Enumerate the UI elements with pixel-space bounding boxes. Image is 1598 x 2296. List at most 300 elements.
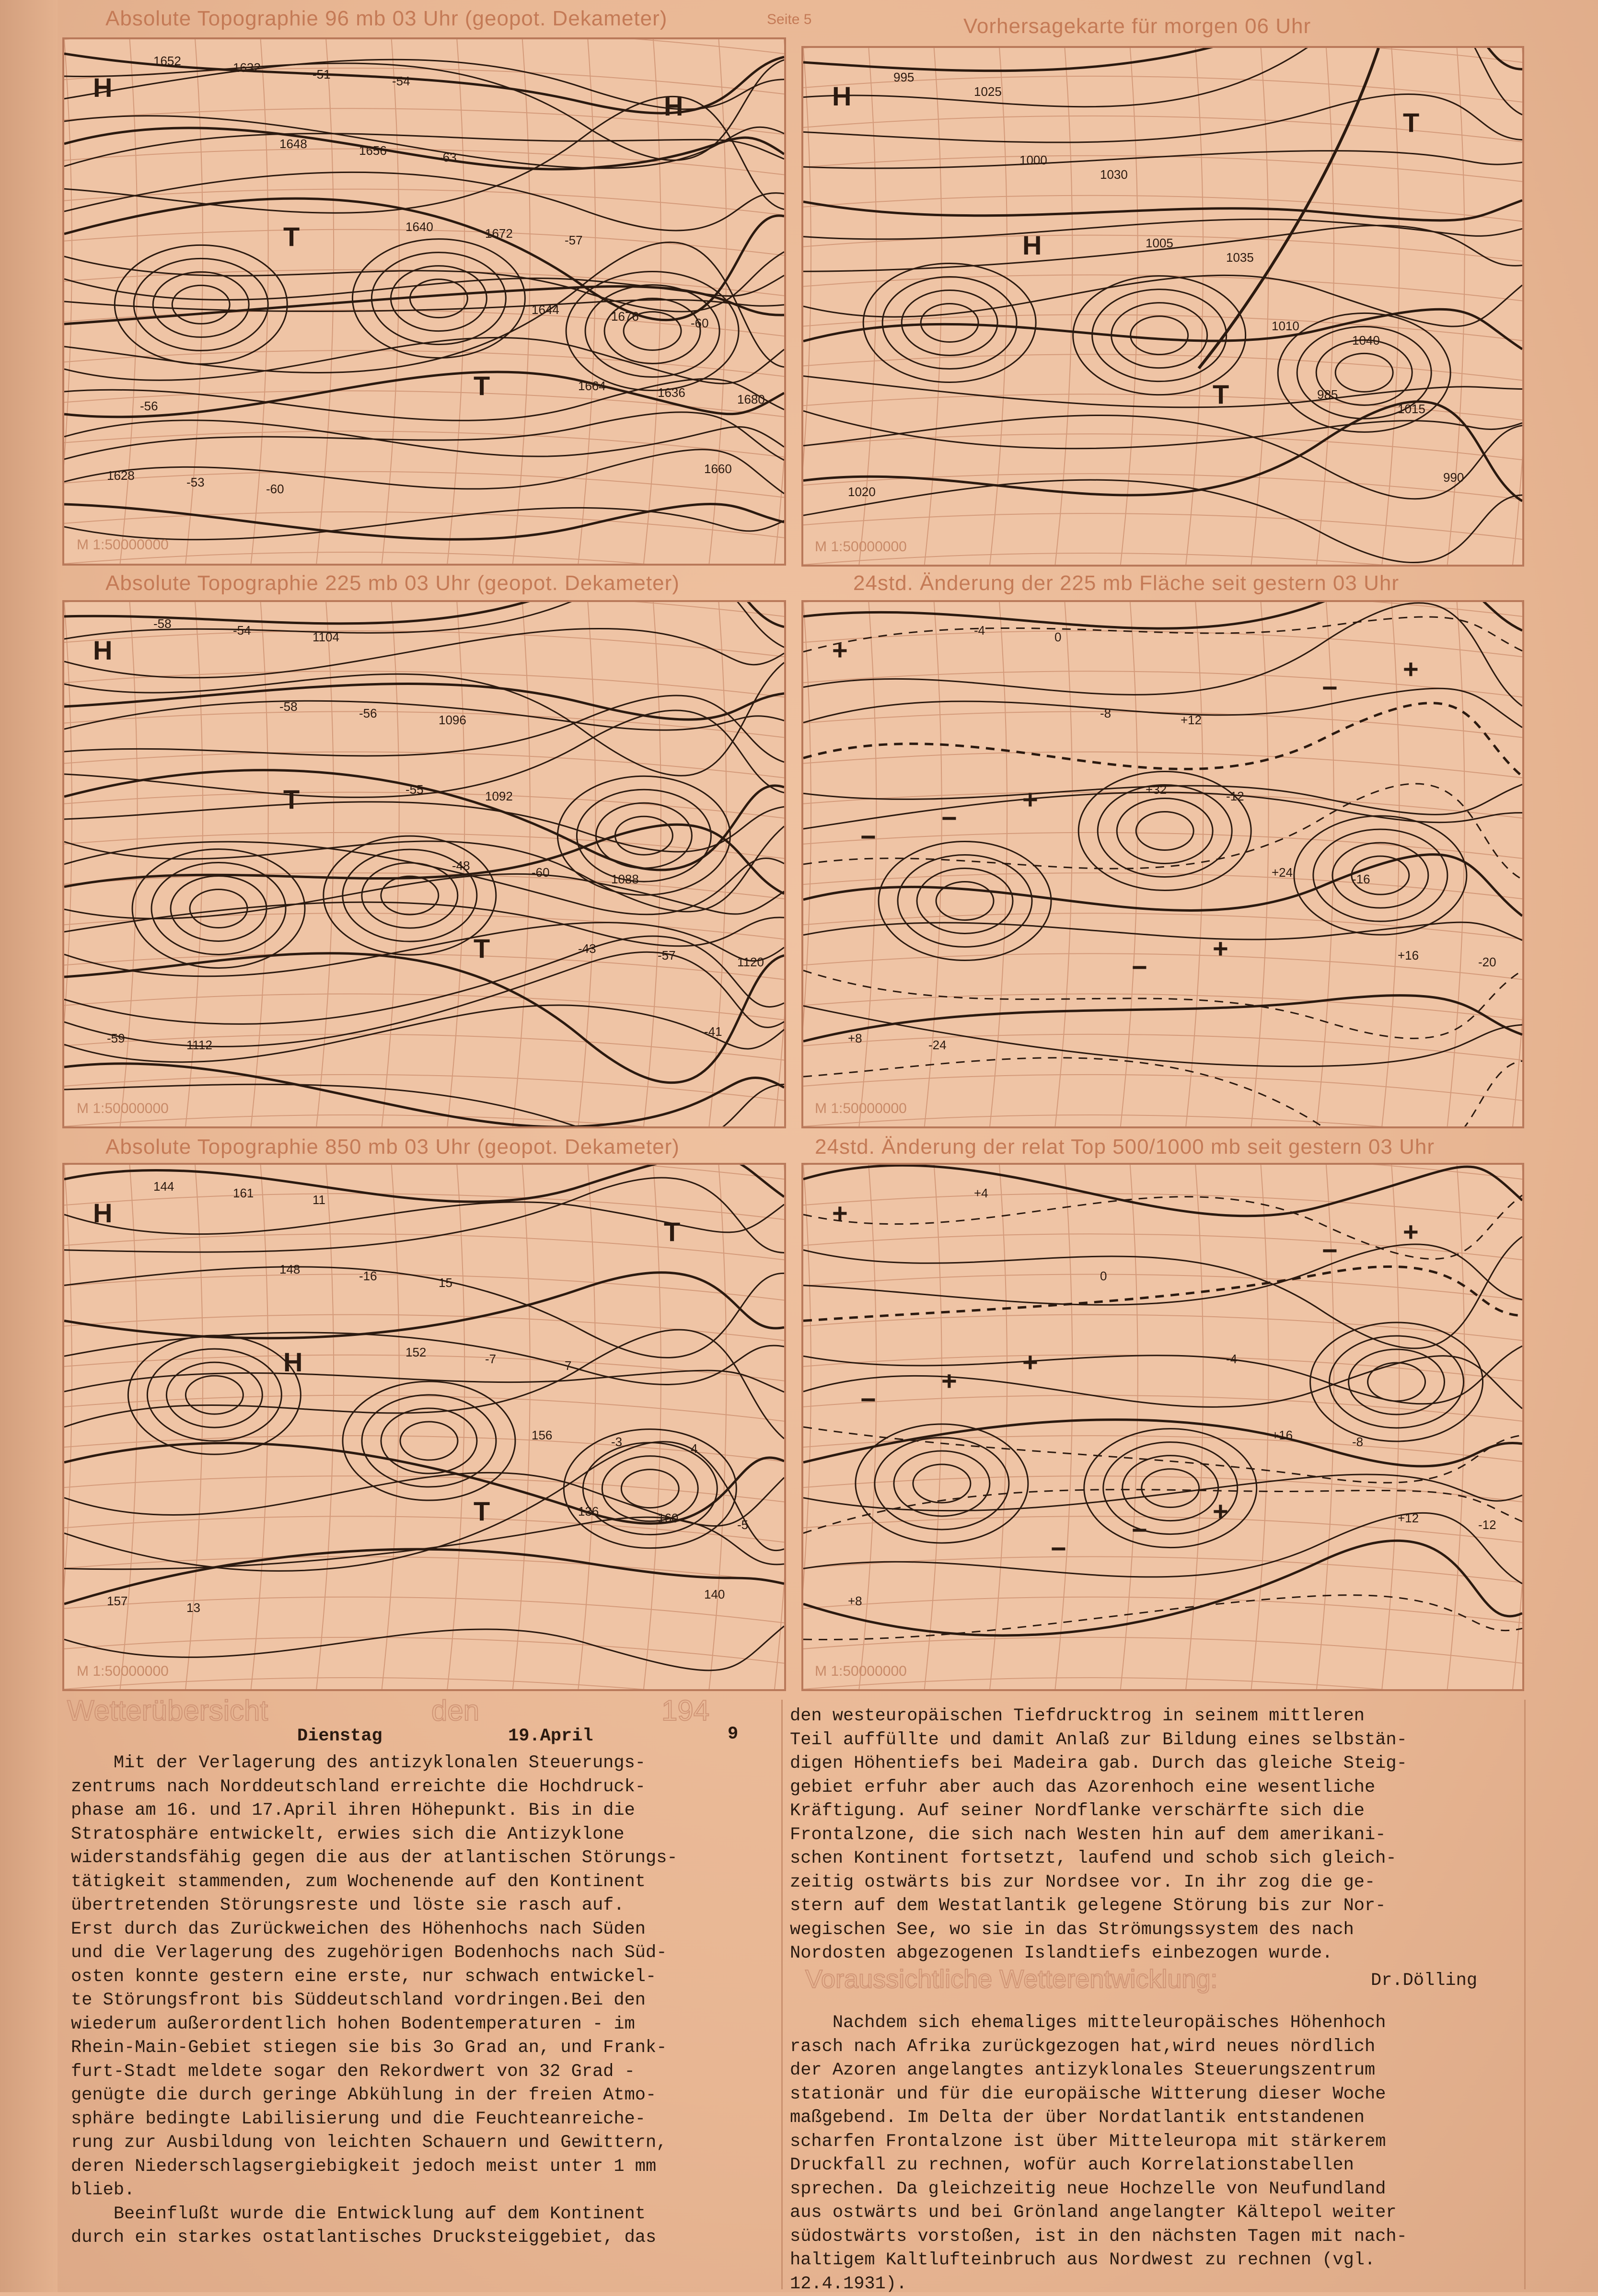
graticule-line — [64, 1274, 784, 1300]
isoline-value-label: +12 — [1181, 713, 1202, 727]
isoline-value-label: 1660 — [704, 462, 732, 476]
graticule-line — [64, 1034, 784, 1060]
closed-isoline — [362, 863, 458, 928]
isoline-value-label: 1664 — [578, 379, 606, 393]
isoline-value-label: 7 — [565, 1358, 571, 1373]
isoline-value-label: 1000 — [1019, 153, 1047, 167]
graticule-line — [644, 39, 661, 564]
text-line: widerstandsfähig gegen die aus der atlantischen Störungs- — [71, 1846, 678, 1870]
isoline — [64, 602, 784, 647]
text-line: haltigem Kaltlufteinbruch aus Nordwest zu rechnen (vgl. — [790, 2249, 1407, 2273]
pressure-center-label: H — [1022, 230, 1042, 260]
panel-title-225mb-change: 24std. Änderung der 225 mb Fläche seit gestern 03 Uhr — [853, 571, 1399, 595]
scale-label: M 1:50000000 — [77, 1101, 169, 1117]
text-line: aus ostwärts und bei Grönland angelangter Kältepol weiter — [790, 2201, 1407, 2225]
graticule-line — [775, 1165, 784, 1689]
graticule-line — [64, 711, 784, 737]
contour-map — [64, 1165, 784, 1689]
isoline-value-label: 1092 — [485, 789, 513, 803]
graticule-line — [316, 39, 334, 564]
isoline — [803, 411, 1522, 449]
isoline — [803, 1427, 1522, 1483]
map-forecast — [801, 46, 1524, 567]
isoline — [64, 1626, 784, 1670]
text-line: phase am 16. und 17.April ihren Höhepunkt. Bis in die — [71, 1799, 678, 1823]
closed-isoline — [557, 776, 730, 895]
isoline-value-label: 144 — [153, 1179, 174, 1194]
closed-isoline — [615, 816, 672, 855]
text-line: 12.4.1931). — [790, 2273, 1407, 2296]
closed-isoline — [381, 1408, 477, 1473]
pressure-center-label: H — [664, 91, 683, 121]
closed-isoline — [604, 299, 700, 364]
report-day: Dienstag — [297, 1725, 382, 1749]
closed-isoline — [1310, 1322, 1483, 1441]
pressure-center-label: − — [941, 803, 957, 833]
isoline-value-label: -60 — [532, 865, 550, 880]
isoline-value-label: 1656 — [359, 143, 387, 158]
graticule-line — [578, 602, 595, 1126]
isoline-value-label: -54 — [233, 623, 251, 638]
graticule-line — [64, 602, 784, 616]
text-line: schen Kontinent fortsetzt, laufend und schob sich gleich- — [790, 1847, 1407, 1871]
panel-title-relat-top-change: 24std. Änderung der relat Top 500/1000 mb seit gestern 03 Uhr — [815, 1135, 1435, 1159]
isoline-value-label: 1104 — [313, 630, 339, 644]
isoline-value-label: -51 — [313, 67, 331, 81]
isoline-value-label: -59 — [107, 1031, 125, 1045]
text-line: osten konnte gestern eine erste, nur schwach entwickel- — [71, 1965, 678, 1989]
graticule-line — [803, 196, 1522, 221]
graticule-line — [1055, 48, 1072, 565]
isoline — [803, 480, 1522, 562]
graticule-line — [803, 1115, 1522, 1126]
isoline-value-label: -4 — [974, 623, 985, 638]
text-line: Nordosten abgezogenen Islandtiefs einbezogen wurde. — [790, 1942, 1407, 1966]
closed-isoline — [856, 1424, 1028, 1543]
contour-map — [64, 602, 784, 1126]
isoline-value-label: 1120 — [737, 955, 764, 969]
graticule-line — [64, 1678, 784, 1689]
pressure-center-label: T — [664, 1217, 680, 1247]
column-rule — [781, 1700, 783, 2289]
closed-isoline — [1142, 1469, 1199, 1507]
pressure-center-label: T — [1403, 107, 1419, 138]
graticule-line — [1121, 602, 1138, 1126]
page-label: Seite 5 — [767, 12, 811, 28]
panel-title-96mb: Absolute Topographie 96 mb 03 Uhr (geopot. Dekameter) — [105, 7, 667, 31]
isoline — [803, 602, 1522, 630]
pressure-center-label: T — [474, 371, 490, 401]
graticule-line — [925, 1165, 942, 1689]
scale-label: M 1:50000000 — [77, 1663, 169, 1680]
isoline-value-label: +16 — [1398, 948, 1419, 962]
isoline-value-label: -4 — [1226, 1352, 1237, 1366]
isoline — [803, 402, 1522, 501]
graticule-line — [1382, 48, 1399, 565]
text-line: Mit der Verlagerung des antizyklonalen Steuerungs- — [71, 1751, 678, 1775]
report-heading-year: 194 — [661, 1694, 709, 1727]
graticule-line — [775, 39, 784, 564]
scale-label: M 1:50000000 — [815, 1101, 907, 1117]
isoline — [803, 1346, 1522, 1404]
isoline-value-label: -12 — [1226, 789, 1244, 803]
panel-title-225mb: Absolute Topographie 225 mb 03 Uhr (geopot. Dekameter) — [105, 571, 680, 595]
text-line: Nachdem sich ehemaliges mitteleuropäisches Höhenhoch — [790, 2011, 1407, 2035]
graticule-line — [803, 434, 1522, 460]
graticule-line — [803, 1194, 1522, 1219]
pressure-center-label: − — [860, 822, 876, 852]
graticule-line — [1447, 48, 1465, 565]
isoline-value-label: -43 — [578, 941, 596, 956]
closed-isoline — [566, 272, 739, 391]
isoline-value-label: -16 — [1352, 872, 1370, 886]
isoline-value-label: 148 — [279, 1262, 300, 1276]
pressure-center-label: + — [1403, 1217, 1419, 1247]
map-225mb-change — [801, 600, 1524, 1128]
closed-isoline — [410, 279, 467, 318]
graticule-line — [64, 39, 784, 54]
graticule-line — [803, 1678, 1522, 1689]
panel-title-850mb: Absolute Topographie 850 mb 03 Uhr (geopot. Dekameter) — [105, 1135, 680, 1159]
pressure-center-label: T — [474, 933, 490, 963]
graticule-line — [64, 431, 784, 457]
graticule-line — [64, 1637, 784, 1663]
isoline-value-label: 1644 — [532, 302, 559, 317]
closed-isoline — [128, 1335, 301, 1454]
graticule-line — [64, 1194, 784, 1219]
scale-label: M 1:50000000 — [815, 1663, 907, 1680]
pressure-center-label: T — [1213, 379, 1229, 409]
isoline-value-label: -8 — [1352, 1435, 1363, 1449]
text-line: blieb. — [71, 2179, 678, 2203]
graticule-line — [64, 552, 784, 564]
pressure-center-label: − — [1322, 1235, 1338, 1265]
closed-isoline — [324, 836, 496, 955]
closed-isoline — [1368, 1363, 1425, 1401]
isoline — [64, 1267, 784, 1358]
isoline-value-label: -63 — [439, 150, 457, 164]
isoline-value-label: -56 — [140, 399, 158, 413]
isoline-value-label: 1096 — [439, 713, 466, 727]
isoline — [803, 1058, 1522, 1126]
closed-isoline — [1349, 1349, 1445, 1415]
map-relat-top-change — [801, 1163, 1524, 1691]
closed-isoline — [879, 841, 1051, 960]
binding-margin — [0, 0, 58, 2292]
closed-isoline — [921, 304, 978, 342]
text-line: Beeinflußt wurde die Entwicklung auf dem Kontinent — [71, 2203, 678, 2226]
isoline-value-label: 1640 — [405, 220, 433, 234]
pressure-center-label: H — [832, 81, 851, 111]
pressure-center-label: + — [1022, 1347, 1038, 1377]
isoline-value-label: -12 — [1478, 1518, 1496, 1532]
isoline-value-label: 995 — [893, 70, 914, 84]
text-line: furt-Stadt meldete sogar den Rekordwert von 32 Grad - — [71, 2060, 678, 2084]
isoline-value-label: -55 — [405, 782, 424, 797]
pressure-center-label: + — [1213, 933, 1228, 963]
isoline-value-label: -57 — [565, 233, 583, 247]
isoline-value-label: 1676 — [611, 309, 639, 324]
isoline-value-label: 1112 — [186, 1038, 212, 1052]
graticule-line — [64, 310, 784, 336]
text-line: Erst durch das Zurückweichen des Höhenhochs nach Süden — [71, 1918, 678, 1942]
pressure-center-label: + — [1403, 654, 1419, 684]
isoline-value-label: 4 — [691, 1441, 697, 1456]
closed-isoline — [596, 803, 692, 868]
closed-isoline — [1123, 1456, 1218, 1521]
forecast-heading: Voraussichtliche Wetterentwicklung: — [805, 1964, 1217, 1994]
graticule-line — [644, 602, 661, 1126]
column-rule — [1524, 1700, 1526, 2289]
pressure-center-label: − — [1051, 1533, 1066, 1564]
isoline-value-label: +24 — [1272, 865, 1293, 880]
isoline — [64, 953, 784, 1083]
map-225mb — [62, 600, 786, 1128]
isoline-value-label: -8 — [1100, 706, 1111, 720]
isoline-value-label: +8 — [848, 1594, 862, 1608]
pressure-center-label: − — [860, 1384, 876, 1415]
graticule-line — [1121, 1165, 1138, 1689]
isoline — [64, 116, 784, 168]
isoline-value-label: -54 — [392, 74, 410, 88]
graticule-line — [120, 39, 138, 564]
isoline — [803, 1006, 1522, 1066]
text-line: Kräftigung. Auf seiner Nordflanke verschärfte sich die — [790, 1799, 1407, 1823]
isoline-value-label: -57 — [658, 948, 676, 962]
scale-label: M 1:50000000 — [815, 539, 907, 555]
isoline — [803, 922, 1522, 940]
closed-isoline — [1117, 798, 1213, 863]
isoline-value-label: 13 — [186, 1600, 200, 1615]
text-line: digen Höhentiefs bei Madeira gab. Durch das gleiche Steig- — [790, 1752, 1407, 1776]
isoline — [64, 684, 784, 720]
text-line: sphäre bedingte Labilisierung und die Feuchteanreiche- — [71, 2108, 678, 2132]
isoline — [64, 420, 784, 457]
isoline-value-label: -60 — [266, 482, 284, 496]
pressure-center-label: − — [1132, 1515, 1147, 1545]
closed-isoline — [913, 1464, 971, 1503]
isoline-value-label: +12 — [1398, 1511, 1419, 1525]
graticule-line — [644, 1165, 661, 1689]
graticule-line — [1055, 602, 1072, 1126]
isoline-value-label: -60 — [691, 316, 709, 330]
closed-isoline — [172, 285, 230, 324]
closed-isoline — [863, 264, 1036, 383]
isoline — [64, 1084, 784, 1126]
text-line: der Azoren angelangtes antizyklonales Steuerungszentrum — [790, 2059, 1407, 2083]
graticule-line — [709, 1165, 726, 1689]
graticule-line — [1513, 602, 1522, 1126]
closed-isoline — [132, 849, 305, 968]
text-line: zentrums nach Norddeutschland erreichte die Hochdruck- — [71, 1775, 678, 1799]
isoline-value-label: -58 — [153, 616, 172, 631]
graticule-line — [775, 602, 784, 1126]
closed-isoline — [1335, 353, 1393, 392]
pressure-center-label: T — [283, 784, 300, 814]
closed-isoline — [400, 1422, 458, 1460]
isoline-value-label: 1680 — [737, 392, 765, 406]
graticule-line — [1251, 602, 1269, 1126]
text-line: scharfen Frontalzone ist über Mitteleuropa mit stärkerem — [790, 2130, 1407, 2154]
report-heading-den: den — [431, 1694, 479, 1727]
closed-isoline — [894, 1451, 990, 1516]
isoline — [803, 617, 1522, 652]
report-date: 19.April — [508, 1725, 593, 1749]
graticule-line — [1251, 1165, 1269, 1689]
isoline-value-label: 161 — [233, 1186, 254, 1200]
scale-label: M 1:50000000 — [77, 537, 169, 553]
isoline-value-label: 157 — [107, 1594, 127, 1608]
closed-isoline — [153, 272, 249, 337]
graticule-line — [803, 1557, 1522, 1583]
graticule-line — [803, 1476, 1522, 1502]
graticule-line — [578, 1165, 595, 1689]
graticule-line — [859, 1165, 876, 1689]
pressure-center-label: − — [1322, 673, 1338, 703]
isoline — [64, 1273, 784, 1338]
text-line: Druckfall zu rechnen, wofür auch Korrelationstabellen — [790, 2154, 1407, 2178]
text-line: Rhein-Main-Gebiet stiegen sie bis 3o Grad an, und Frank- — [71, 2036, 678, 2060]
isoline-value-label: 140 — [704, 1587, 725, 1601]
graticule-line — [1382, 602, 1399, 1126]
contour-map — [803, 602, 1522, 1126]
text-line: te Störungsfront bis Süddeutschland vordringen.Bei den — [71, 1989, 678, 2013]
graticule-line — [1121, 48, 1138, 565]
isoline — [64, 602, 784, 627]
isoline-value-label: 1035 — [1226, 250, 1254, 265]
pressure-center-label: T — [283, 221, 300, 252]
report-left-column — [71, 1751, 678, 2250]
pressure-center-label: + — [832, 1198, 848, 1228]
report-author: Dr.Dölling — [1371, 1969, 1477, 1993]
isoline — [64, 628, 784, 677]
contour-map — [803, 48, 1522, 565]
text-line: rung zur Ausbildung von leichten Schauern und Gewittern, — [71, 2131, 678, 2155]
isoline-value-label: 1652 — [153, 54, 181, 68]
graticule-line — [803, 631, 1522, 657]
isoline-value-label: -7 — [485, 1352, 496, 1366]
pressure-center-label: H — [93, 635, 112, 665]
text-line: und die Verlagerung des zugehörigen Bodenhochs nach Süd- — [71, 1941, 678, 1965]
text-line: wiederum außerordentlich hohen Bodentemperaturen - im — [71, 2013, 678, 2037]
graticule-line — [64, 1075, 784, 1101]
text-line: wegischen See, wo sie in das Strömungssystem des nach — [790, 1918, 1407, 1942]
closed-isoline — [1131, 316, 1188, 355]
isoline — [803, 1237, 1522, 1348]
text-line: stern auf dem Westatlantik gelegene Störung bis zur Nor- — [790, 1894, 1407, 1918]
closed-isoline — [343, 1381, 515, 1500]
isoline-value-label: 152 — [405, 1345, 426, 1359]
isoline-value-label: 11 — [313, 1193, 325, 1207]
isoline — [64, 770, 784, 870]
pressure-center-label: T — [474, 1496, 490, 1526]
isoline — [803, 703, 1522, 777]
isoline-value-label: 156 — [532, 1428, 552, 1442]
closed-isoline — [1136, 812, 1193, 850]
report-right-column — [790, 1705, 1407, 1966]
isoline — [803, 996, 1522, 1042]
isoline-value-label: 1030 — [1100, 167, 1128, 182]
isoline-value-label: +32 — [1146, 782, 1167, 797]
graticule-line — [64, 792, 784, 818]
isoline-value-label: -53 — [186, 475, 205, 489]
text-line: Teil auffüllte und damit Anlaß zur Bildung eines selbstän- — [790, 1728, 1407, 1752]
text-line: tätigkeit stammenden, zum Wochenende auf den Kontinent — [71, 1870, 678, 1894]
text-line: Stratosphäre entwickelt, erwies sich die Antizyklone — [71, 1823, 678, 1847]
closed-isoline — [1073, 276, 1246, 395]
graticule-line — [803, 1637, 1522, 1663]
graticule-line — [803, 711, 1522, 737]
text-line: Frontalzone, die sich nach Westen hin auf dem amerikani- — [790, 1823, 1407, 1847]
graticule-line — [803, 1315, 1522, 1341]
isoline-value-label: 0 — [1100, 1269, 1107, 1283]
pressure-center-label: + — [832, 635, 848, 665]
isoline-value-label: -24 — [928, 1038, 947, 1052]
isoline-value-label: 985 — [1317, 387, 1338, 402]
pressure-center-label: H — [283, 1347, 302, 1377]
graticule-line — [120, 1165, 138, 1689]
text-line: maßgebend. Im Delta der über Nordatlantik entstandenen — [790, 2106, 1407, 2130]
isoline-value-label: -48 — [452, 858, 470, 873]
contour-map — [64, 39, 784, 564]
isoline-value-label: -5 — [737, 1518, 748, 1532]
pressure-center-label: + — [1213, 1496, 1228, 1526]
text-line: stationär und für die europäische Witterung dieser Woche — [790, 2083, 1407, 2107]
graticule-line — [64, 149, 784, 174]
isoline-value-label: 1628 — [107, 468, 135, 483]
isoline-value-label: -56 — [359, 706, 377, 720]
isoline-value-label: 1088 — [611, 872, 639, 886]
graticule-line — [803, 1395, 1522, 1421]
closed-isoline — [166, 1362, 262, 1427]
contour-map — [803, 1165, 1522, 1689]
isoline-value-label: -41 — [704, 1024, 722, 1039]
panel-title-forecast: Vorhersagekarte für morgen 06 Uhr — [963, 14, 1311, 38]
graticule-line — [1055, 1165, 1072, 1689]
isoline — [803, 415, 1522, 499]
isoline-value-label: -3 — [611, 1435, 622, 1449]
isoline — [64, 902, 784, 946]
closed-isoline — [936, 881, 994, 920]
graticule-line — [120, 602, 138, 1126]
isoline — [803, 1541, 1522, 1635]
isoline-value-label: +8 — [848, 1031, 862, 1045]
isoline-value-label: 1040 — [1352, 333, 1380, 348]
isoline — [64, 504, 784, 540]
isoline — [64, 936, 784, 1024]
closed-isoline — [352, 239, 525, 358]
graticule-line — [1317, 48, 1334, 565]
isoline-value-label: 1632 — [233, 60, 261, 75]
pressure-center-label: H — [93, 72, 112, 103]
text-line: zeitig ostwärts bis zur Nordsee vor. In ihr zog die ge- — [790, 1871, 1407, 1895]
report-heading: Wetterübersicht — [67, 1694, 268, 1727]
pressure-center-label: − — [1132, 952, 1147, 982]
graticule-line — [447, 39, 464, 564]
isoline — [803, 971, 1522, 1039]
text-line: südostwärts vorstoßen, ist in den nächsten Tagen mit nach- — [790, 2225, 1407, 2249]
isoline-value-label: 15 — [439, 1276, 452, 1290]
text-line: gebiet erfuhr aber auch das Azorenhoch eine wesentliche — [790, 1776, 1407, 1800]
closed-isoline — [171, 876, 266, 941]
isoline-value-label: 1648 — [279, 137, 307, 151]
graticule-line — [64, 472, 784, 498]
graticule-line — [803, 513, 1522, 539]
graticule-line — [64, 1597, 784, 1623]
graticule-line — [803, 314, 1522, 340]
isoline-value-label: +16 — [1272, 1428, 1293, 1442]
closed-isoline — [902, 290, 997, 356]
